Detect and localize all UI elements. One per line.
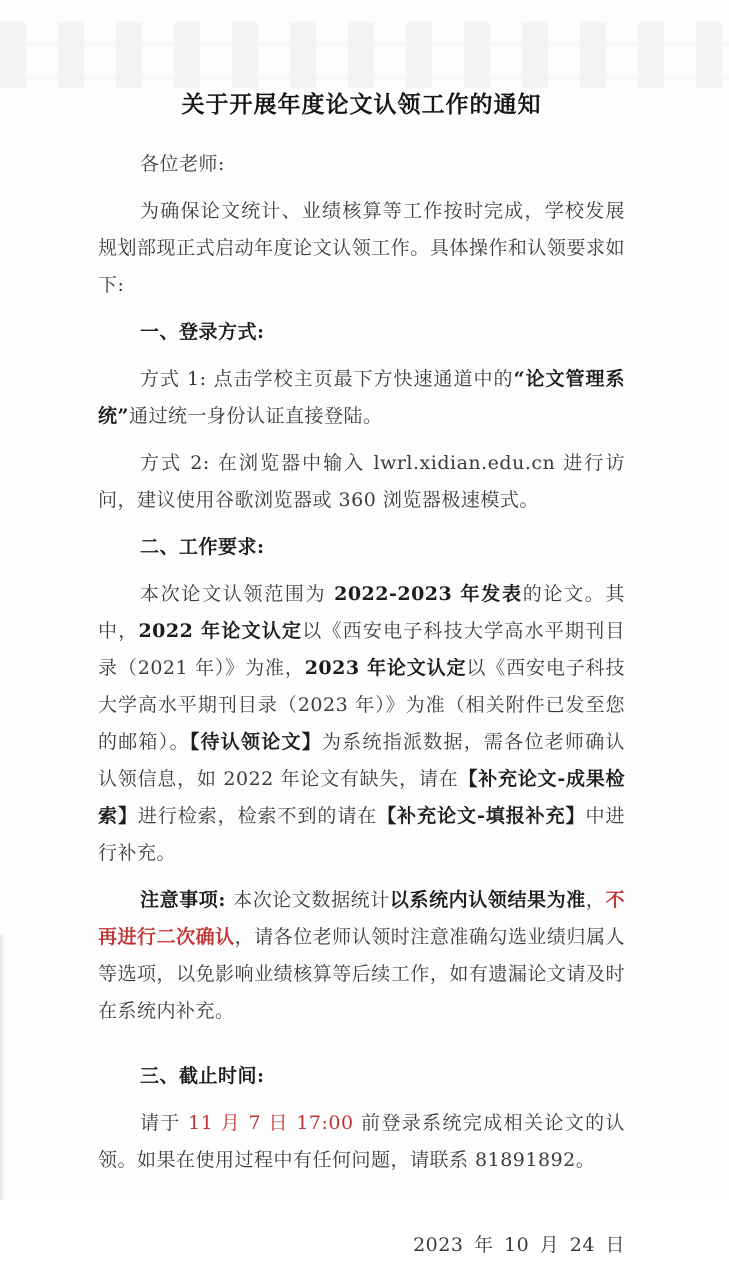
text-run: 本次论文认领范围为 [140, 583, 335, 605]
text-run: 2022 年论文认定 [138, 620, 303, 642]
text-run: ， [585, 889, 606, 911]
scan-noise-artifact [0, 22, 729, 88]
intro-paragraph [98, 193, 625, 304]
text-run: 三、截止时间: [140, 1065, 265, 1087]
text-run: 以系统内认领结果为准 [389, 889, 586, 911]
method-1-paragraph [98, 361, 625, 435]
text-run: “论文管理系统” [98, 368, 625, 427]
text-run: 注意事项: [140, 889, 234, 911]
text-run: 为系统指派数据，需各位老师确认认领信息，如 2022 年论文有缺失，请在 [98, 731, 625, 790]
text-run: 本次论文数据统计 [233, 889, 390, 911]
text-run: 请于 [140, 1112, 189, 1134]
text-run: 各位老师: [140, 153, 225, 175]
blank-spacer [98, 1040, 625, 1058]
text-run: 方式 2: 在浏览器中输入 lwrl.xidian.edu.cn 进行访问，建议使用谷歌浏览器或 360 浏览器极速模式。 [98, 452, 625, 511]
text-run: 2023 年论文认定 [304, 657, 467, 679]
text-run: 通过统一身份认证直接登陆。 [128, 405, 383, 427]
document-paragraphs [98, 146, 625, 1264]
text-run: 为确保论文统计、业绩核算等工作按时完成，学校发展规划部现正式启动年度论文认领工作。具体操作和认领要求如下: [98, 200, 625, 296]
document-body [98, 88, 625, 1274]
text-run: 二、工作要求: [140, 536, 265, 558]
text-run: 方式 1: 点击学校主页最下方快速通道中的 [140, 368, 514, 390]
notes-paragraph [98, 882, 625, 1030]
text-run: 以《西安电子科技大学高水平期刊目录（2023 年）》为准（相关附件已发至您的邮箱）。 [98, 657, 625, 753]
text-run: 前登录系统完成相关论文的认领。如果在使用过程中有任何问题，请联系 81891892。 [98, 1112, 625, 1171]
text-run: 【补充论文-成果检索】 [98, 768, 626, 827]
text-run: 中进行补充。 [98, 805, 625, 864]
text-run: 【待认领论文】 [189, 731, 322, 753]
date-line [98, 1227, 625, 1264]
salutation [98, 146, 625, 183]
text-run: 2022-2023 年发表 [334, 583, 523, 605]
deadline-paragraph [98, 1105, 625, 1179]
document-title: 关于开展年度论文认领工作的通知 [181, 92, 542, 118]
text-run: 进行检索，检索不到的请在 [137, 805, 378, 827]
requirements-paragraph [98, 576, 625, 872]
text-run: 2023 年 10 月 24 日 [413, 1234, 625, 1256]
text-run: 不再进行二次确认 [98, 889, 625, 948]
text-run: 11 月 7 日 17:00 [188, 1112, 354, 1134]
text-run: 一、登录方式: [140, 321, 265, 343]
section-1-heading [98, 314, 625, 351]
text-run: 的论文。其中， [98, 583, 626, 642]
text-run: ，请各位老师认领时注意准确勾选业绩归属人等选项，以免影响业绩核算等后续工作，如有遗漏论文请及时在系统内补充。 [98, 926, 625, 1022]
method-2-paragraph [98, 445, 625, 519]
section-3-heading [98, 1058, 625, 1095]
text-run: 以《西安电子科技大学高水平期刊目录（2021 年）》为准， [98, 620, 625, 679]
section-2-heading [98, 529, 625, 566]
scan-edge-shadow [0, 935, 5, 1200]
text-run: 【补充论文-填报补充】 [377, 805, 586, 827]
